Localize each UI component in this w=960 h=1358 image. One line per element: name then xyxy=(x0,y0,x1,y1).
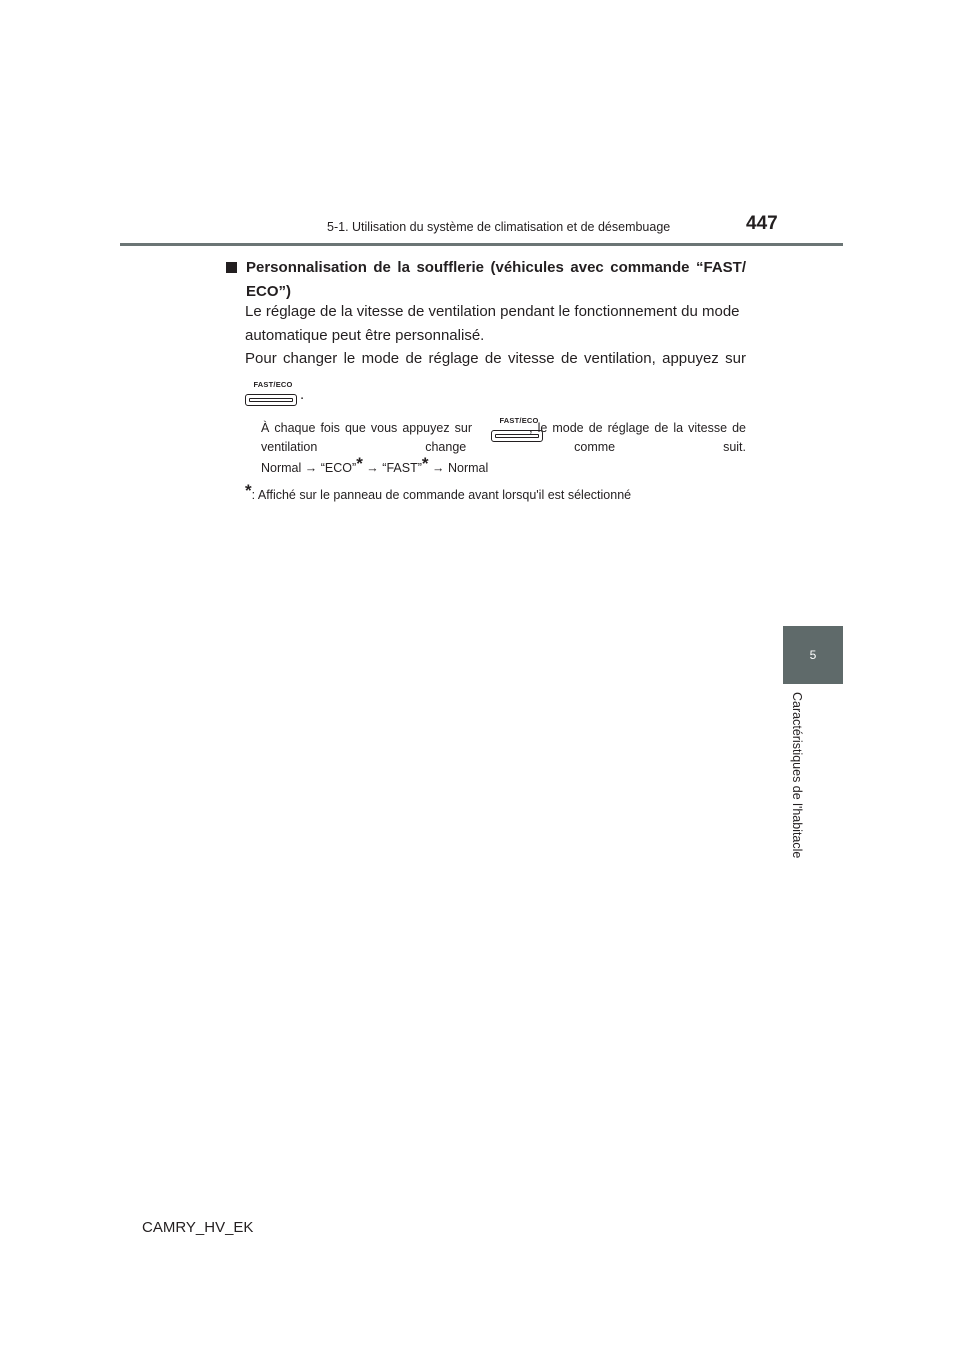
footnote-asterisk: * xyxy=(245,481,252,500)
chapter-tab xyxy=(783,626,843,684)
fast-eco-button-icon xyxy=(245,380,301,410)
note-start: À chaque fois que vous appuyez sur xyxy=(261,421,472,435)
footnote-text: : Affiché sur le panneau de commande avant lorsqu'il est sélectionné xyxy=(251,488,632,502)
note-end: , le mode de réglage de la vitesse de ventilation change comme suit. xyxy=(261,421,746,454)
fast-eco-button-inline-icon xyxy=(491,416,547,446)
paragraph-customization: Le réglage de la vitesse de ventilation pendant le fonctionnement du mode automatique peut être personnalisé. xyxy=(245,303,740,344)
footer-code: CAMRY_HV_EK xyxy=(142,1219,254,1236)
button-inline-body xyxy=(491,430,543,442)
footnote xyxy=(245,481,632,504)
mode-eco: “ECO” xyxy=(320,461,357,475)
fast-eco-button-label: FAST/ECO xyxy=(253,380,293,389)
button-body xyxy=(245,394,297,406)
heading-text: Personnalisation de la soufflerie (véhicules avec commande “FAST/ ECO”) xyxy=(246,259,746,300)
heading-bullet-icon xyxy=(226,262,237,273)
page-number: 447 xyxy=(746,213,778,234)
section-heading xyxy=(226,256,746,304)
asterisk-icon: * xyxy=(421,454,429,473)
mode-normal: Normal xyxy=(261,461,302,475)
button-inline-inner xyxy=(495,434,539,438)
button-inner xyxy=(249,398,293,402)
paragraph-instruction: Pour changer le mode de réglage de vitesse de ventilation, appuyez sur xyxy=(245,350,746,367)
instruction-period: . xyxy=(300,386,305,403)
fast-eco-button-inline-label: FAST/ECO xyxy=(499,416,539,425)
header-rule xyxy=(120,243,843,246)
asterisk-icon: * xyxy=(356,454,363,473)
header-title: 5-1. Utilisation du système de climatisation et de désembuage xyxy=(327,220,671,234)
mode-normal-return: Normal xyxy=(447,461,489,475)
arrow-icon: → xyxy=(431,461,445,475)
arrow-icon: → xyxy=(304,461,318,475)
mode-fast: “FAST” xyxy=(382,461,422,475)
note-mode-sequence xyxy=(261,454,746,478)
chapter-number: 5 xyxy=(809,648,817,662)
chapter-title: Caractéristiques de l'habitacle xyxy=(790,692,804,859)
arrow-icon: → xyxy=(366,461,379,475)
